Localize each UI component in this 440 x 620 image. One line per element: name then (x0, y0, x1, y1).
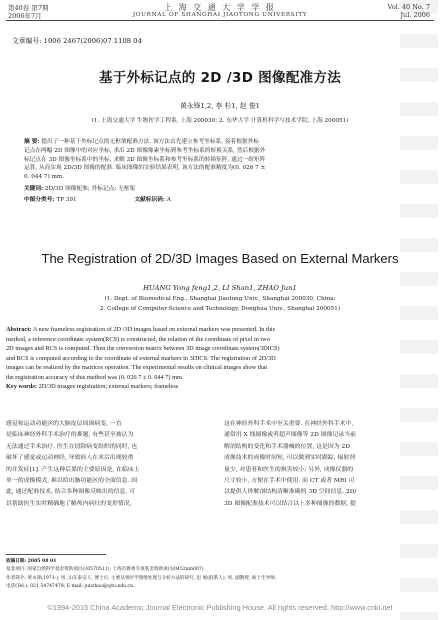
clc-label: 中图分类号: (24, 197, 55, 203)
body-line: 成像技术的成像时间短, 可以做到实时跟踪, 辐射剂 (224, 455, 356, 462)
abstract-en-label: Abstract: (6, 326, 32, 333)
doc-code-label: 文献标识码: (134, 197, 166, 203)
footnote (6, 558, 434, 592)
abstract-en-line: images can be realized by the matrices operation. The experimental results on clinical images show that (6, 364, 268, 372)
keywords-en (6, 383, 178, 392)
affiliation-en-1: (1. Dept. of Biomedical Eng., Shanghai Jiaotong Univ., Shanghai 200030, China; (104, 296, 336, 302)
abstract-cn-label: 摘 要: (24, 139, 40, 145)
keywords-cn (24, 185, 135, 194)
body-line: 以帮助医生实时精确地了解颅内病灶的变形情况, (6, 500, 132, 507)
abstract-en-line: method, a reference coordinate system(RCS) is constructed, the relation of the coordinate of pixel in two (6, 335, 270, 343)
affiliation-en-2: 2. College of Computer Science and Technology, Donghua Univ., Shanghai 200051) (99, 306, 341, 312)
keywords-en-label: Key words: (6, 383, 37, 390)
title-cn: 基于外标记点的 2D /3D 图像配准方法 (98, 70, 342, 86)
body-line: 解剖结构的变化和手术器械的位置, 这是因为 2D (224, 443, 351, 450)
abstract-en-line: the registration accuracy of this method was (0. 026 7 ± 0. 044 7) mm. (6, 373, 184, 381)
footnote-line: 基金项目: 国家自然科学基金资助项目(30570511); 上海市教委专项基金资助项目(0452nm007) (6, 567, 204, 573)
body-line: 尺寸较小, 方便在手术中使用. 而 CT 或者 MRI 可 (224, 478, 355, 485)
keywords-cn-value: 2D/3D 图像配准; 外标记点; 无框架 (44, 186, 136, 192)
footnote-rule (6, 554, 106, 555)
authors-en: HUANG Yong feng1,2, LI Shan1, ZHAO Jun1 (143, 284, 297, 292)
body-column-right (224, 419, 434, 510)
abstract-cn-line: 记点在两幅 2D 图像中的对应坐标, 求出 2D 图像像素坐标到参考坐标系的转换关系, 然后根据外 (24, 147, 266, 154)
body-column-left (6, 419, 216, 510)
abstract-cn-line: 0. 044 7) mm. (24, 174, 65, 181)
abstract-cn-line: 运算, 从而实现 2D/3D 图像的配准. 临床图像的实验结果表明, 该方法的配准精度为(0. 026 7 ± (24, 165, 266, 172)
body-line: 的并发症[1]. 产生这种后果的主要原因是, 在临床上 (6, 466, 140, 473)
keywords-cn-label: 关键词: (24, 186, 44, 192)
body-line: 通常用 X 线图像或者超声图像等 2D 图像记录当前 (224, 432, 357, 439)
body-line: 单一的成像模式, 难以给出脑功能区的全面信息. 因 (6, 478, 138, 485)
body-line: 以提供人体解剖结构清晰准确的 3D 空间信息. 2D/ (224, 489, 357, 496)
classification (24, 196, 171, 205)
issue-date: 2006年7月 (8, 12, 42, 20)
abstract-cn-line: 标记点在 3D 图像坐标系中的坐标, 求解 3D 图像坐标系和参考坐标系的转换矩阵, 通过一组矩阵 (24, 156, 266, 163)
copyright-footer: ©1994-2015 China Academic Journal Electronic Publishing House. All rights reserved. http://www.cnki.net (47, 603, 393, 612)
doc-code-value: A (166, 197, 171, 203)
volume-date: Jul. 2006 (400, 11, 430, 19)
abstract-cn-line: 提出了一种基于外标记点的无框架配准方法. 该方法首先建立参考坐标系, 接着根据外标 (41, 139, 259, 145)
body-line: 破坏了感觉或运动神经, 导致病人在术后出现较重 (6, 455, 134, 462)
footnote-line: 电话(Tel.): 021 54747478; E mail: junzhao@sjtu.edu.cn. (6, 584, 135, 590)
abstract-en-line: A new frameless registration of 2D /3D images based on external markers was presented. In this (32, 326, 276, 333)
abstract-en (6, 325, 434, 383)
body-line: 感觉和运动功能区的大脑皮层周围病变, 一直 (6, 421, 122, 427)
body-line: 这在神经外科手术中至关重要. 在神经外科手术中, (224, 421, 354, 427)
body-line: 量少, 对患者和医生的损害较小; 另外, 成像仪器的 (224, 466, 354, 473)
body-line: 是临床神经外科手术治疗的难题, 有些甚至被认为 (6, 432, 134, 439)
abstract-en-line: and RCS is computed according to the coordinate of external markers in 3DICS. The registration of 2D/3D (6, 354, 276, 362)
abstract-en-line: 2D images and RCS is computed. Then the conversion matrix between 3D image coordinate system(3DICS) (6, 345, 280, 353)
article-id: 文章编号: 1006 2467(2006)07 1108 04 (12, 37, 142, 45)
abstract-cn (24, 138, 420, 182)
footnote-line: 作者简介: 黄永锋(1971-), 男, 山东泰安人, 博士后, 主要从事医学图像处理与分析方法的研究. 赵 俊(联系人), 男, 副教授, 硕士生导师, (6, 575, 277, 581)
body-line: 无法通过手术治疗. 医生在切除病变组织的同时, 也 (6, 443, 138, 450)
affiliation-cn: (1. 上海交通大学 生物医学工程系, 上海 200030; 2. 东华大学 计算机科学与技术学院, 上海 200051) (91, 118, 349, 124)
body-line: 此, 通过配准技术, 结合多种图像反映出的信息, 可 (6, 489, 136, 496)
keywords-en-value: 2D/3D images registration; external markers; frameless (38, 383, 179, 390)
volume-number: Vol. 40 No. 7 (387, 3, 430, 11)
header-rule (6, 20, 434, 21)
journal-name-en: JOURNAL OF SHANGHAI JIAOTONG UNIVERSITY (132, 12, 308, 18)
body-line: 3D 图像配准技术可以结合以上多种图像的数据, 提 (224, 500, 356, 507)
authors-cn: 黄永锋1,2, 李 杉1, 赵 俊1 (180, 102, 260, 110)
issue-number: 第40卷 第7期 (8, 4, 49, 12)
clc-value: TP 391 (56, 197, 77, 203)
footnote-line: 收稿日期: 2005 08 01 (6, 559, 57, 564)
journal-name-cn: 上 海 交 通 大 学 学 报 (164, 3, 276, 12)
title-en: The Registration of 2D/3D Images Based on External Markers (41, 251, 399, 266)
